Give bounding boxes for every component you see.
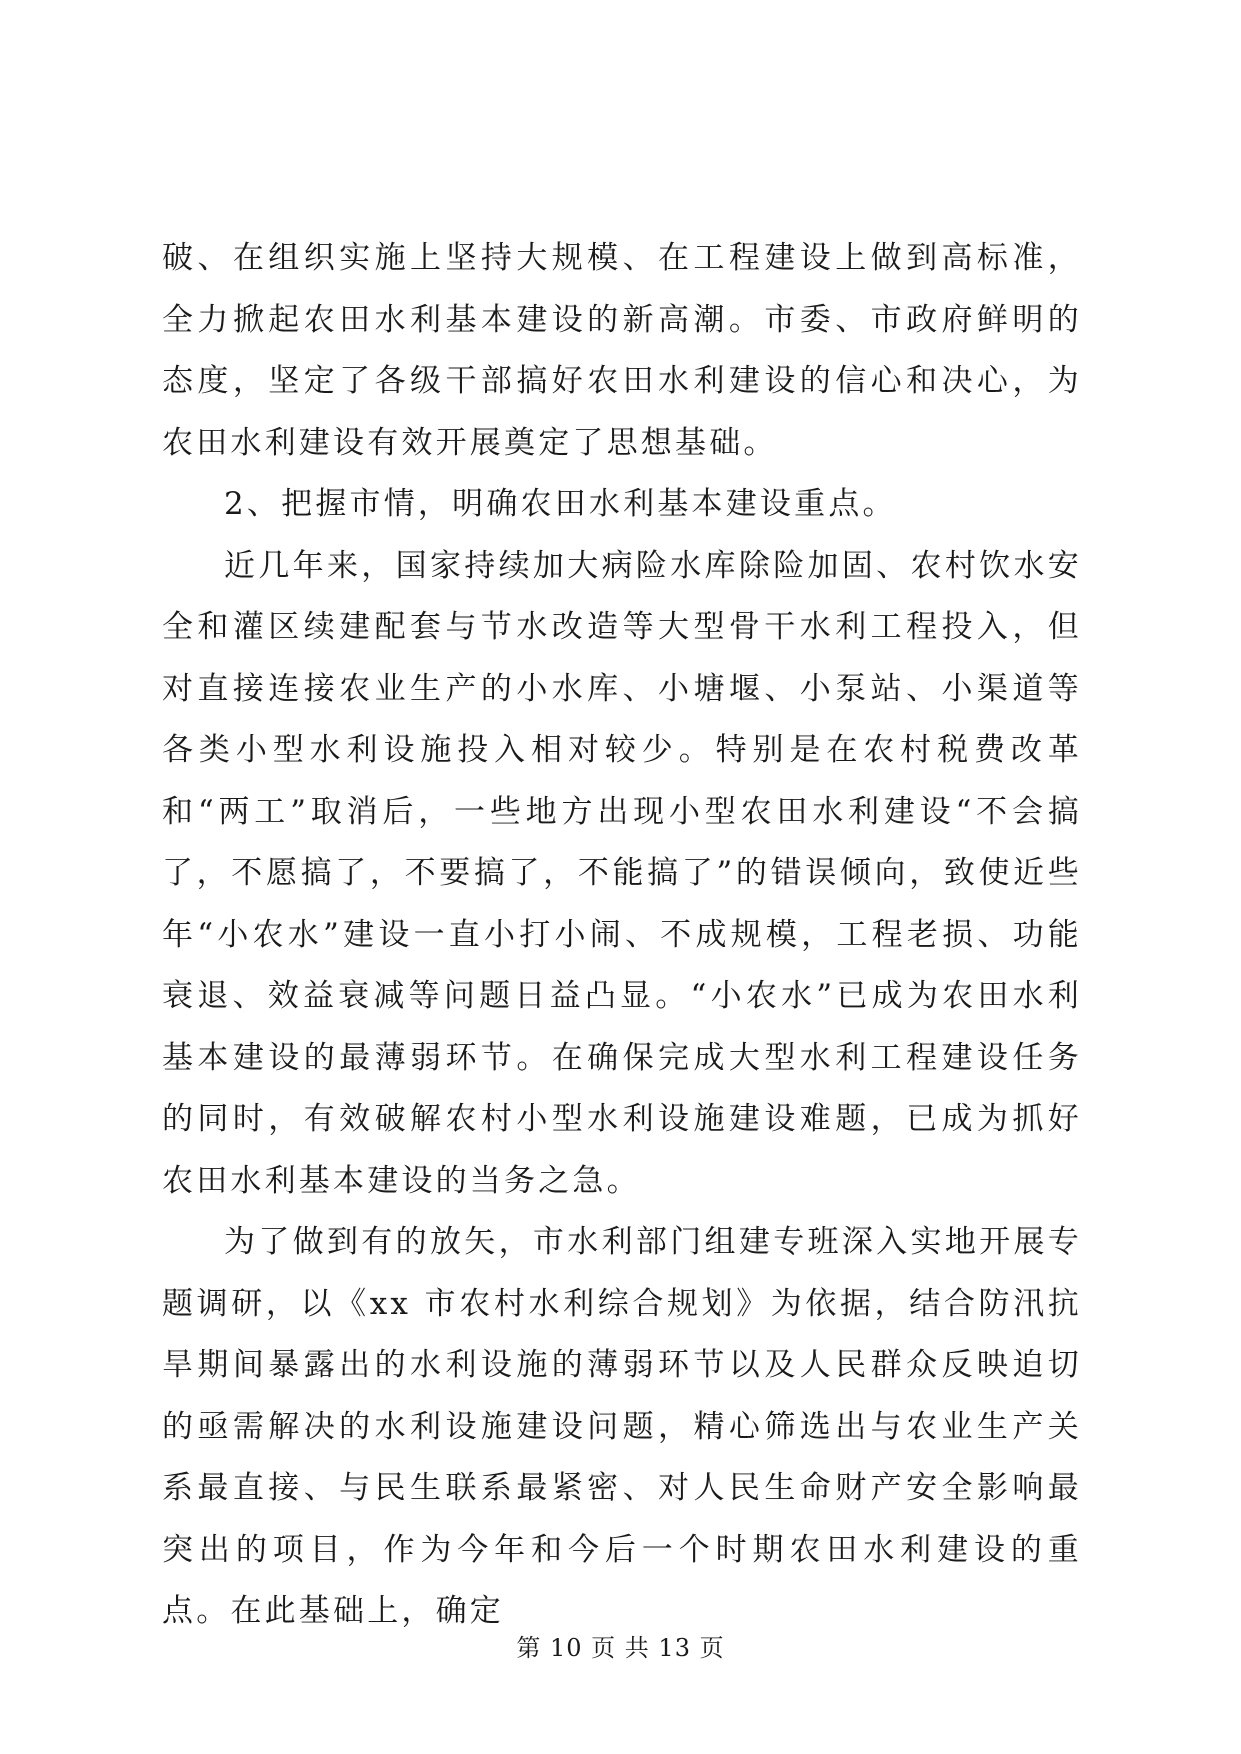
body-text — [162, 228, 1082, 1643]
paragraph-background: 近几年来，国家持续加大病险水库除险加固、农村饮水安全和灌区续建配套与节水改造等大型骨干水利工程投入，但对直接连接农业生产的小水库、小塘堰、小泵站、小渠道等各类小型水利设施投入相对较少。特别是在农村税费改革和“两工”取消后，一些地方出现小型农田水利建设“不会搞了，不愿搞了，不要搞了，不能搞了”的错误倾向，致使近些年“小农水”建设一直小打小闹、不成规模，工程老损、功能衰退、效益衰减等问题日益凸显。“小农水”已成为农田水利基本建设的最薄弱环节。在确保完成大型水利工程建设任务的同时，有效破解农村小型水利设施建设难题，已成为抓好农田水利基本建设的当务之急。 — [162, 547, 1082, 1199]
paragraph-research: 为了做到有的放矢，市水利部门组建专班深入实地开展专题调研，以《xx 市农村水利综合规划》为依据，结合防汛抗旱期间暴露出的水利设施的薄弱环节以及人民群众反映迫切的亟需解决的水利设施建设问题，精心筛选出与农业生产关系最直接、与民生联系最紧密、对人民生命财产安全影响最突出的项目，作为今年和今后一个时期农田水利建设的重点。在此基础上，确定 — [162, 1224, 1082, 1629]
paragraph-continuation: 破、在组织实施上坚持大规模、在工程建设上做到高标准，全力掀起农田水利基本建设的新高潮。市委、市政府鲜明的态度，坚定了各级干部搞好农田水利建设的信心和决心，为农田水利建设有效开展奠定了思想基础。 — [162, 240, 1082, 461]
section-heading: 2、把握市情，明确农田水利基本建设重点。 — [224, 486, 897, 522]
page-number-footer: 第 10 页 共 13 页 — [516, 1634, 725, 1662]
